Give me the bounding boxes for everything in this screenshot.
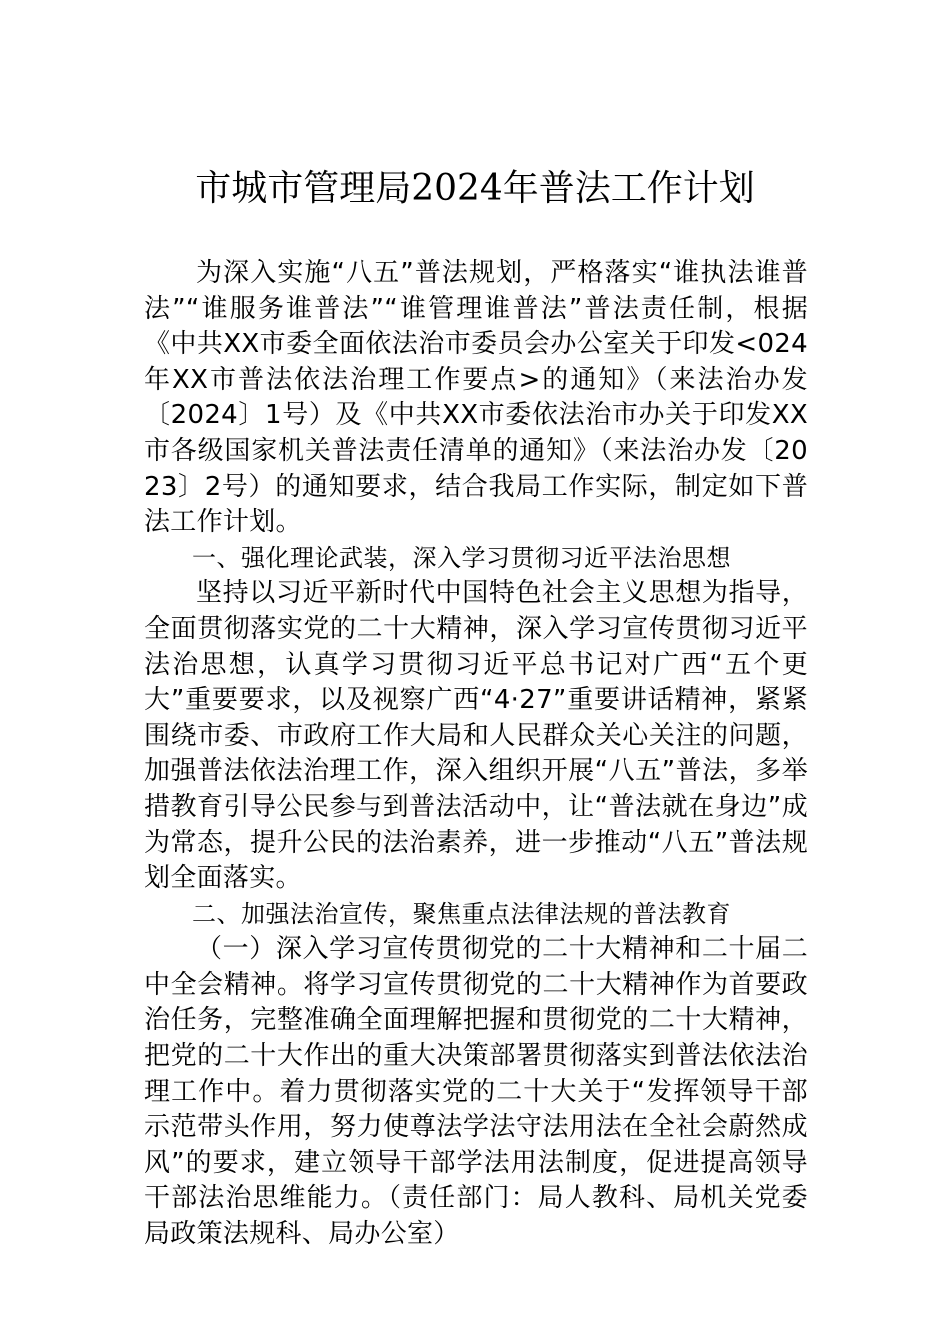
document-body <box>144 256 808 1253</box>
document-title: 市城市管理局2024年普法工作计划 <box>195 168 755 209</box>
section-2-item-1-paragraph: （一）深入学习宣传贯彻党的二十大精神和二十届二中全会精神。将学习宣传贯彻党的二十大精神作为首要政治任务，完整准确全面理解把握和贯彻党的二十大精神，把党的二十大作出的重大决策部署贯彻落实到普法依法治理工作中。着力贯彻落实党的二十大关于“发挥领导干部示范带头作用，努力使尊法学法守法用法在全社会蔚然成风”的要求，建立领导干部学法用法制度，促进提高领导干部法治思维能力。（责任部门：局人教科、局机关党委局政策法规科、局办公室） <box>144 934 808 1250</box>
section-1-paragraph: 坚持以习近平新时代中国特色社会主义思想为指导，全面贯彻落实党的二十大精神，深入学习宣传贯彻习近平法治思想，认真学习贯彻习近平总书记对广西“五个更大”重要要求，以及视察广西“4·27”重要讲话精神，紧紧围绕市委、市政府工作大局和人民群众关心关注的问题，加强普法依法治理工作，深入组织开展“八五”普法，多举措教育引导公民参与到普法活动中，让“普法就在身边”成为常态，提升公民的法治素养，进一步推动“八五”普法规划全面落实。 <box>144 578 808 894</box>
section-heading-1: 一、强化理论武装，深入学习贯彻习近平法治思想 <box>192 543 731 572</box>
intro-paragraph: 为深入实施“八五”普法规划，严格落实“谁执法谁普法”“谁服务谁普法”“谁管理谁普法”普法责任制，根据《中共XX市委全面依法治市委员会办公室关于印发<024年XX市普法依法治理工作要点>的通知》（来法治办发〔2024〕1号）及《中共XX市委依法治市办关于印发XX市各级国家机关普法责任清单的通知》（来法治办发〔2023〕2号）的通知要求，结合我局工作实际，制定如下普法工作计划。 <box>144 258 808 538</box>
section-heading-2: 二、加强法治宣传，聚焦重点法律法规的普法教育 <box>192 899 731 928</box>
